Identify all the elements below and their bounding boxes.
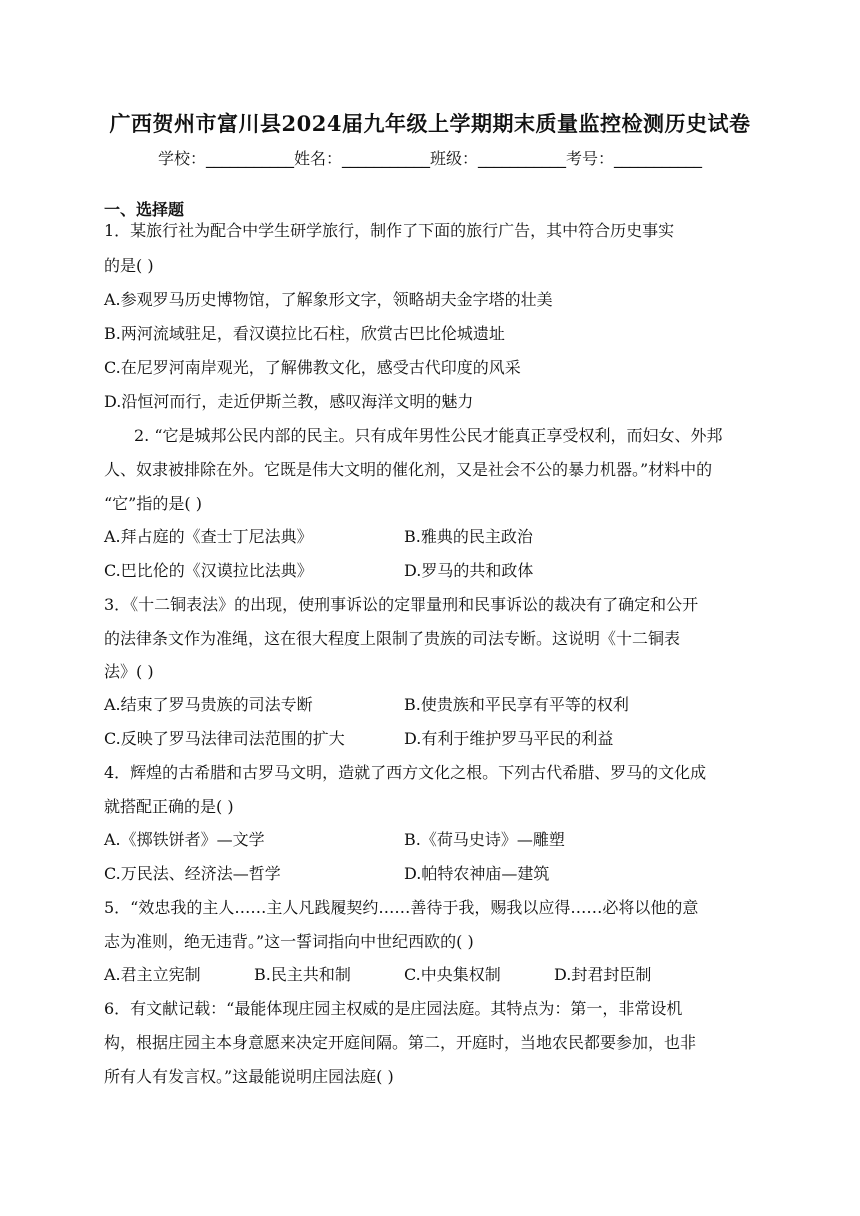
question-2-option-b: B.雅典的民主政治 xyxy=(404,527,533,546)
question-5-option-d: D.封君封臣制 xyxy=(554,965,652,984)
student-info-line: 学校：___________姓名：___________班级：___________考号：___________ xyxy=(157,149,702,168)
question-5-option-b: B.民主共和制 xyxy=(254,965,351,984)
question-2-line-3: “它”指的是( ) xyxy=(104,494,202,513)
question-3-option-d: D.有利于维护罗马平民的利益 xyxy=(404,729,614,748)
question-4-option-b: B.《荷马史诗》—雕塑 xyxy=(404,830,565,849)
question-2-option-a: A.拜占庭的《查士丁尼法典》 xyxy=(104,527,313,546)
question-3-option-b: B.使贵族和平民享有平等的权利 xyxy=(404,695,629,714)
question-3-option-c: C.反映了罗马法律司法范围的扩大 xyxy=(104,729,345,748)
question-6-line-3: 所有人有发言权。”这最能说明庄园法庭( ) xyxy=(104,1067,394,1086)
question-6-line-2: 构，根据庄园主本身意愿来决定开庭间隔。第二，开庭时，当地农民都要参加，也非 xyxy=(104,1033,697,1052)
question-1-option-d: D.沿恒河而行，走近伊斯兰教，感叹海洋文明的魅力 xyxy=(104,392,474,411)
question-4-option-a: A.《掷铁饼者》—文学 xyxy=(104,830,265,849)
question-4-line-1: 4．辉煌的古希腊和古罗马文明，造就了西方文化之根。下列古代希腊、罗马的文化成 xyxy=(104,763,707,782)
question-1-line-1: 1．某旅行社为配合中学生研学旅行，制作了下面的旅行广告，其中符合历史事实 xyxy=(104,221,675,240)
exam-title: 广西贺州市富川县2024届九年级上学期期末质量监控检测历史试卷 xyxy=(109,111,751,136)
question-5-line-1: 5．“效忠我的主人……主人凡践履契约……善待于我，赐我以应得……必将以他的意 xyxy=(104,898,699,917)
question-4-option-d: D.帕特农神庙—建筑 xyxy=(404,864,550,883)
question-2-option-c: C.巴比伦的《汉谟拉比法典》 xyxy=(104,561,313,580)
question-4-line-2: 就搭配正确的是( ) xyxy=(104,797,234,816)
question-5-option-c: C.中央集权制 xyxy=(404,965,501,984)
section-heading: 一、选择题 xyxy=(104,200,185,219)
question-2-option-d: D.罗马的共和政体 xyxy=(404,561,534,580)
question-5-option-a: A.君主立宪制 xyxy=(104,965,201,984)
question-3-line-1: 3．《十二铜表法》的出现，使刑事诉讼的定罪量刑和民事诉讼的裁决有了确定和公开 xyxy=(104,595,699,614)
question-2-line-2: 人、奴隶被排除在外。它既是伟大文明的催化剂，又是社会不公的暴力机器。”材料中的 xyxy=(104,460,713,479)
question-3-option-a: A.结束了罗马贵族的司法专断 xyxy=(104,695,313,714)
question-1-option-b: B.两河流域驻足，看汉谟拉比石柱，欣赏古巴比伦城遗址 xyxy=(104,324,505,343)
question-1-line-2: 的是( ) xyxy=(104,256,154,275)
question-2-line-1: 2. “它是城邦公民内部的民主。只有成年男性公民才能真正享受权利，而妇女、外邦 xyxy=(134,426,723,445)
question-6-line-1: 6．有文献记载：“最能体现庄园主权威的是庄园法庭。其特点为：第一，非常设机 xyxy=(104,999,683,1018)
question-1-option-a: A.参观罗马历史博物馆，了解象形文字，领略胡夫金字塔的壮美 xyxy=(104,290,553,309)
question-3-line-2: 的法律条文作为准绳，这在很大程度上限制了贵族的司法专断。这说明《十二铜表 xyxy=(104,629,681,648)
question-4-option-c: C.万民法、经济法—哲学 xyxy=(104,864,281,883)
question-3-line-3: 法》( ) xyxy=(104,662,154,681)
question-5-line-2: 志为准则，绝无违背。”这一誓词指向中世纪西欧的( ) xyxy=(104,932,474,951)
question-1-option-c: C.在尼罗河南岸观光，了解佛教文化，感受古代印度的风采 xyxy=(104,358,521,377)
